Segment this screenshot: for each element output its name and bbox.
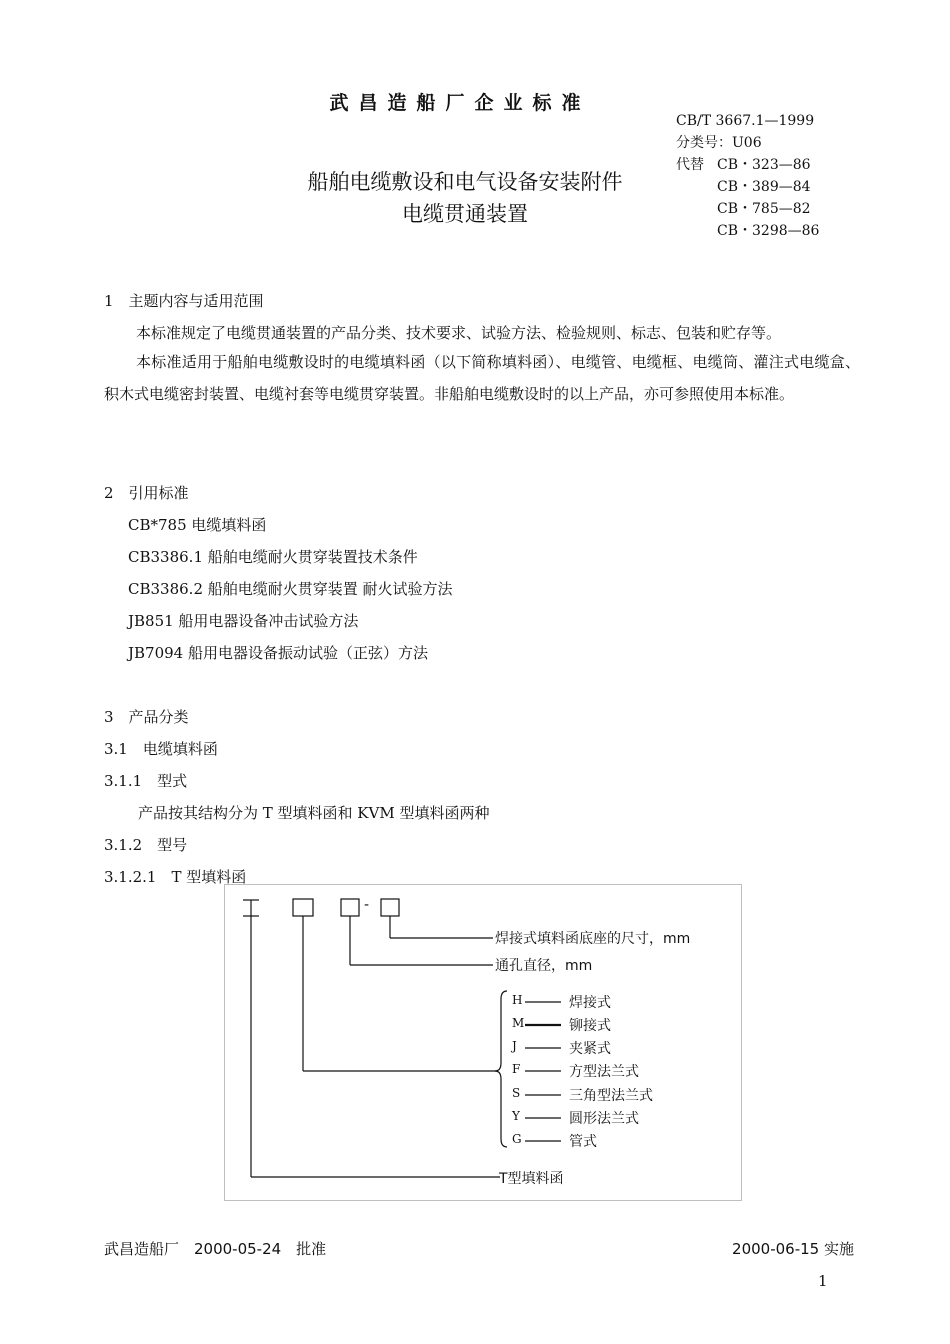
standard-code: CB/T 3667.1—1999 xyxy=(676,113,815,129)
section-heading: 2 引用标准 xyxy=(104,484,189,502)
type-name: 圆形法兰式 xyxy=(569,1111,639,1127)
reference-item: JB851 船用电器设备冲击试验方法 xyxy=(128,612,359,630)
replaced-standard: CB・323—86 xyxy=(717,157,811,173)
page-number: 1 xyxy=(818,1272,828,1290)
type-code: Y xyxy=(512,1109,520,1123)
section-heading: 3 产品分类 xyxy=(104,708,189,726)
replaced-standard: CB・389—84 xyxy=(717,179,811,195)
subsection-heading: 3.1.2.1 T 型填料函 xyxy=(104,868,247,886)
type-name: 方型法兰式 xyxy=(569,1064,639,1080)
label-base-size: 焊接式填料函底座的尺寸，mm xyxy=(495,931,691,947)
reference-item: CB3386.2 船舶电缆耐火贯穿装置 耐火试验方法 xyxy=(128,580,453,598)
section-heading: 1 主题内容与适用范围 xyxy=(104,292,264,310)
organization-standard-title: 武昌造船厂企业标准 xyxy=(329,92,591,114)
issuer-approval: 武昌造船厂 2000-05-24 批准 xyxy=(104,1240,327,1258)
model-designation-diagram xyxy=(224,884,742,1201)
label-hole-diameter: 通孔直径，mm xyxy=(495,958,593,974)
type-name: 焊接式 xyxy=(569,995,611,1011)
replaces-label: 代替 xyxy=(676,157,704,173)
reference-item: CB3386.1 船舶电缆耐火贯穿装置技术条件 xyxy=(128,548,418,566)
document-subtitle: 电缆贯通装置 xyxy=(402,202,528,226)
type-code: G xyxy=(512,1132,522,1146)
paragraph: 产品按其结构分为 T 型填料函和 KVM 型填料函两种 xyxy=(138,804,490,822)
reference-item: CB*785 电缆填料函 xyxy=(128,516,267,534)
type-name: 夹紧式 xyxy=(569,1041,611,1057)
separator-dash: - xyxy=(364,897,370,913)
type-code: F xyxy=(512,1062,521,1076)
type-code: S xyxy=(512,1086,521,1100)
paragraph: 本标准规定了电缆贯通装置的产品分类、技术要求、试验方法、检验规则、标志、包装和贮存等。 xyxy=(136,324,782,342)
reference-item: JB7094 船用电器设备振动试验（正弦）方法 xyxy=(128,644,428,662)
subsection-heading: 3.1 电缆填料函 xyxy=(104,740,218,758)
document-title: 船舶电缆敷设和电气设备安装附件 xyxy=(307,170,623,194)
type-code: H xyxy=(512,993,523,1007)
replaced-standard: CB・3298—86 xyxy=(717,223,820,239)
type-name: 三角型法兰式 xyxy=(569,1088,653,1104)
subsection-heading: 3.1.1 型式 xyxy=(104,772,188,790)
subsection-heading: 3.1.2 型号 xyxy=(104,836,188,854)
label-t-type: T型填料函 xyxy=(499,1171,564,1187)
type-name: 铆接式 xyxy=(569,1018,611,1034)
effective-date: 2000-06-15 实施 xyxy=(732,1240,854,1258)
paragraph: 本标准适用于船舶电缆敷设时的电缆填料函（以下简称填料函）、电缆管、电缆框、电缆筒、灌注式电缆盒、积木式电缆密封装置、电缆衬套等电缆贯穿装置。非船舶电缆敷设时的以上产品，亦可参照使用本标准。 xyxy=(104,353,860,403)
type-name: 管式 xyxy=(569,1134,597,1150)
replaced-standard: CB・785—82 xyxy=(717,201,811,217)
type-code: J xyxy=(512,1039,517,1053)
type-code: M xyxy=(512,1016,525,1030)
classification-number: 分类号：U06 xyxy=(676,135,762,151)
